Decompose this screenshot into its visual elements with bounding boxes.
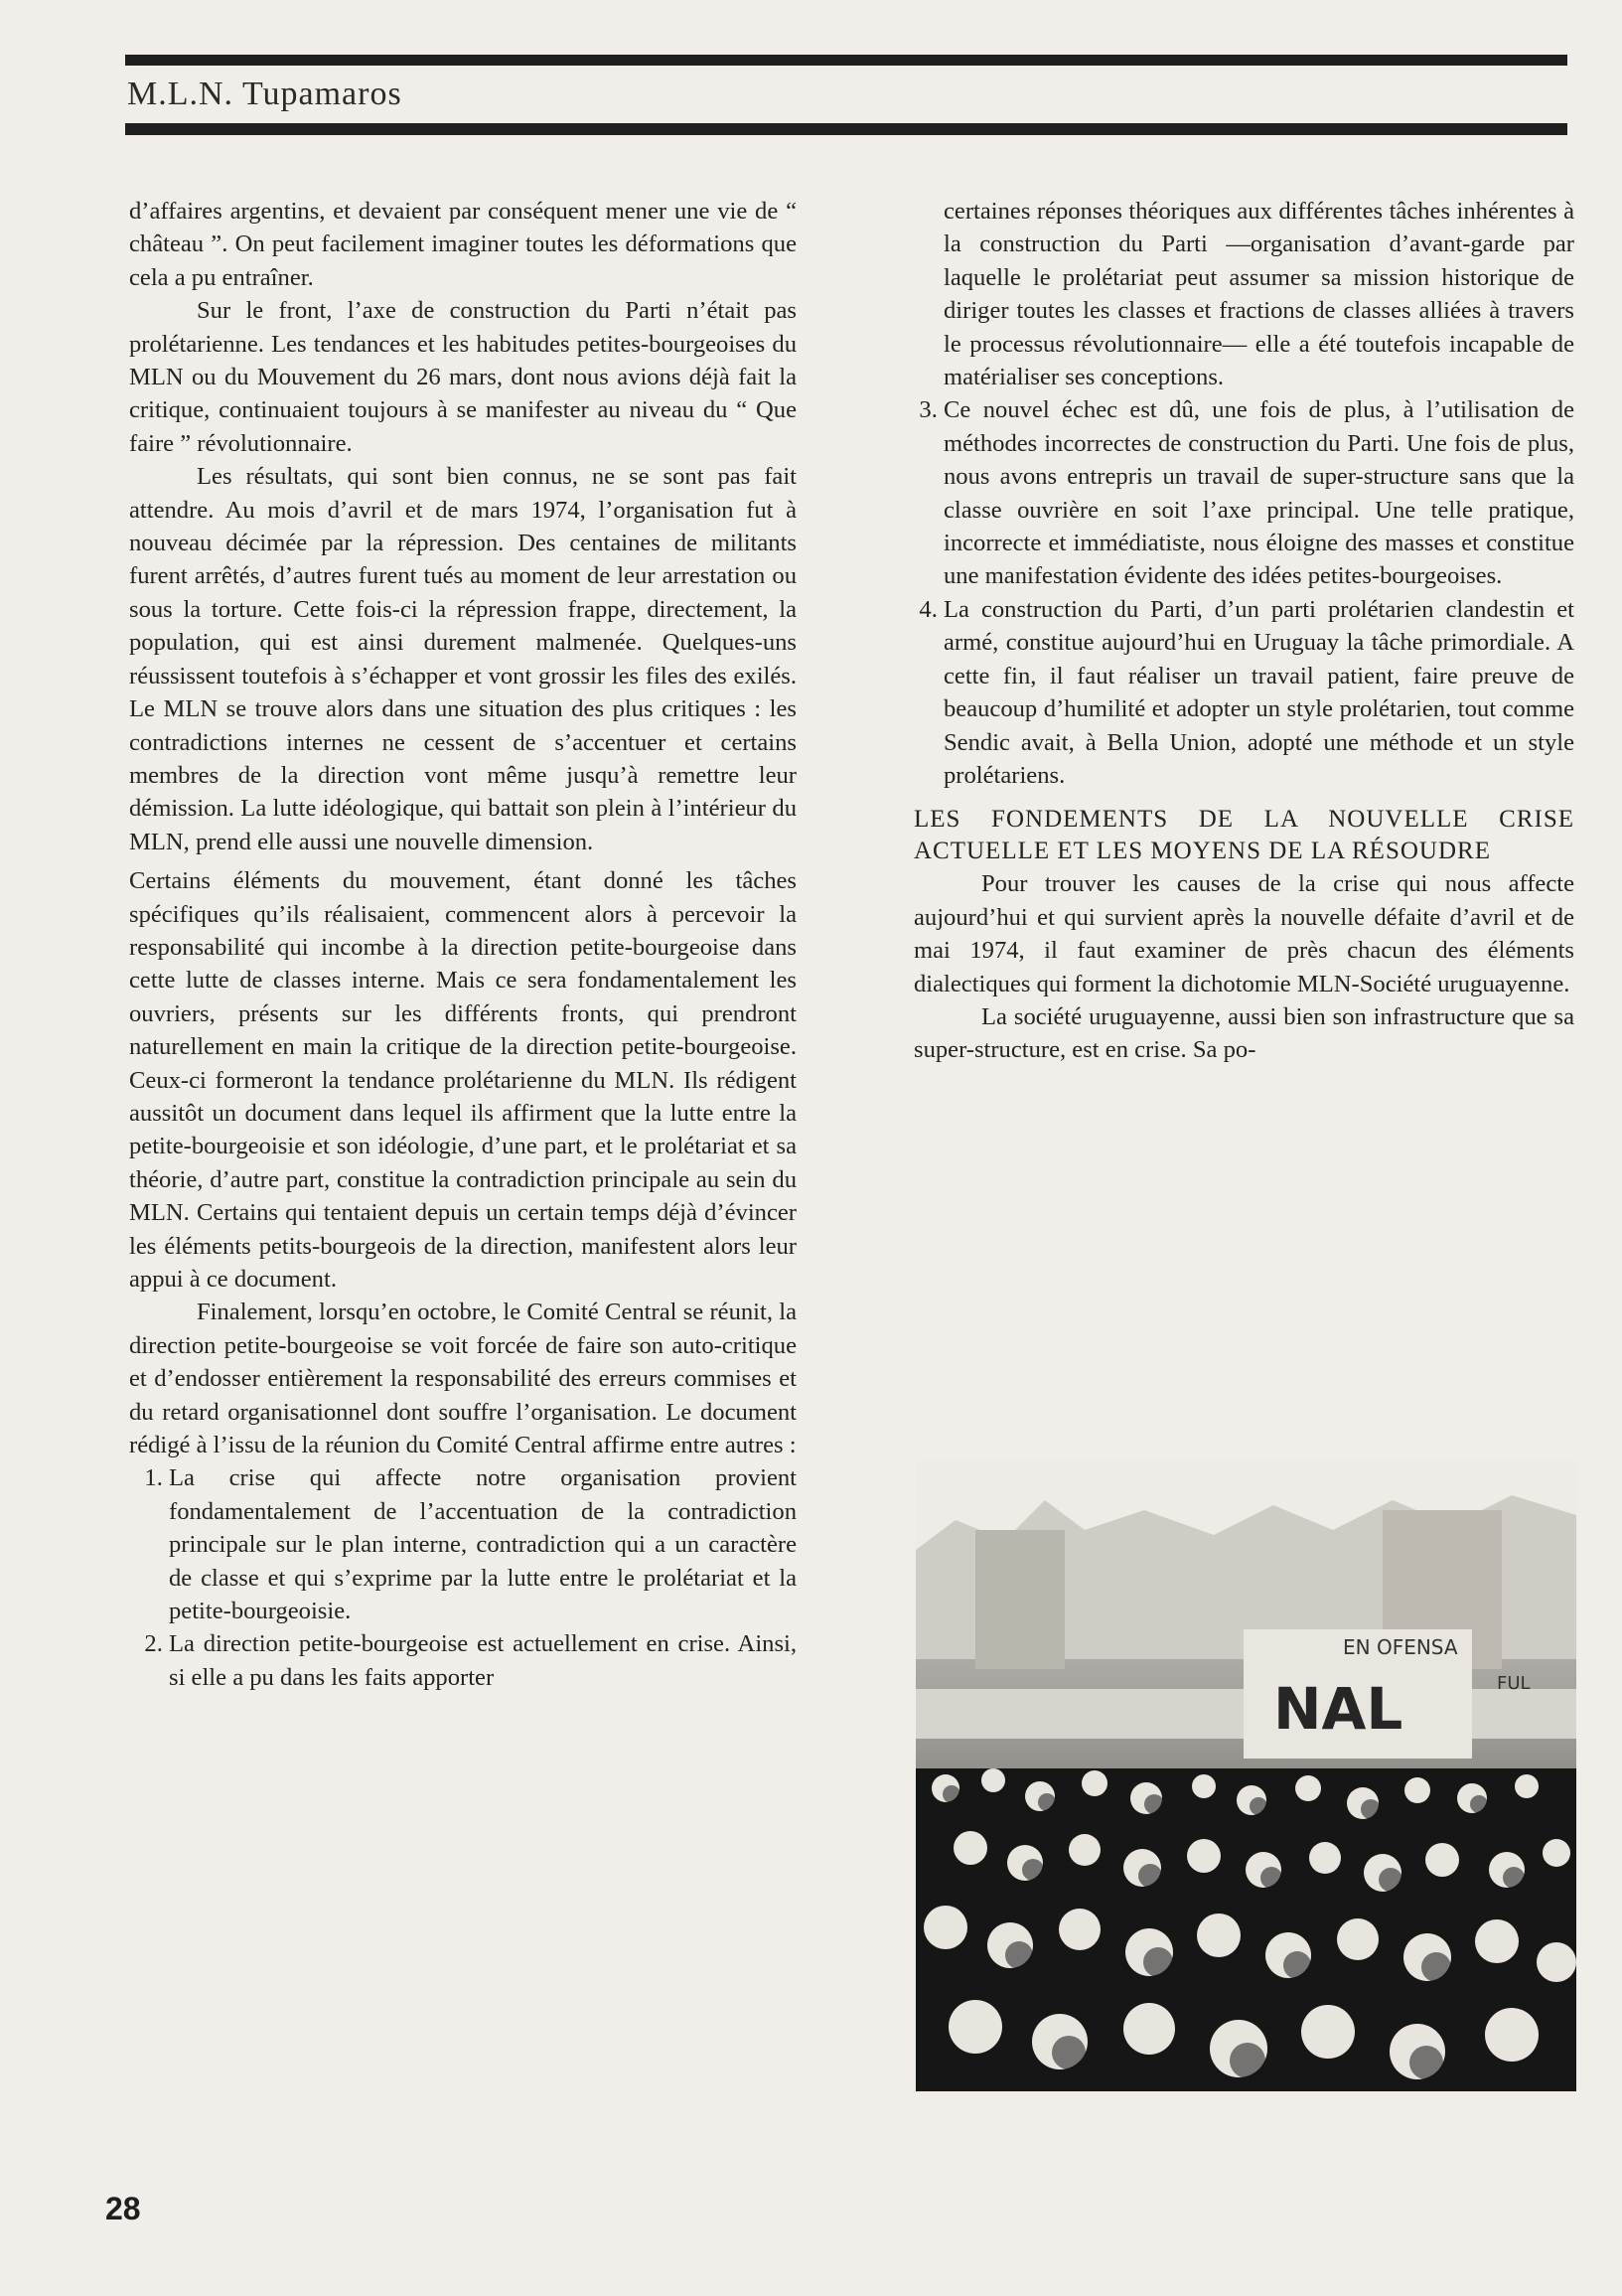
list-item: 3. Ce nouvel échec est dû, une fois de plus, à l’utilisation de méthodes incorrectes de construction du Parti. Une fois de plus, nous avons entrepris un travail de super-structure sans que la classe ouvrière en soit l’axe principal. Une telle pratique, incorrecte et immédiatiste, nous éloigne des masses et constitue une manifestation évidente des idées petites-bourgeoises. <box>944 393 1574 592</box>
crowd-photo <box>916 1460 1576 2091</box>
paragraph: certaines réponses théoriques aux différentes tâches inhérentes à la construction du Parti —organisation d’avant-garde par laquelle le prolétariat peut assumer sa mission historique de diriger toutes les classes et fractions de classes alliées à travers le processus révolutionnaire— elle a été toutefois incapable de matérialiser ses conceptions. <box>944 198 1574 391</box>
banner-text: EN OFENSA <box>1343 1635 1458 1659</box>
section-heading: LES FONDEMENTS DE LA NOUVELLE CRISE ACTUELLE ET LES MOYENS DE LA RÉSOUDRE <box>914 806 1574 865</box>
banner-text: FUL <box>1497 1673 1531 1694</box>
numbered-list <box>129 1461 797 1694</box>
header-rule-bottom <box>125 123 1567 135</box>
list-item: 2. La direction petite-bourgeoise est actuellement en crise. Ainsi, si elle a pu dans les faits apporter <box>169 1627 797 1694</box>
running-head: M.L.N. Tupamaros <box>127 76 402 112</box>
paragraph: d’affaires argentins, et devaient par conséquent mener une vie de “ château ”. On peut facilement imaginer toutes les déformations que cela a pu entraîner. <box>129 198 797 291</box>
list-item: 4. La construction du Parti, d’un parti prolétarien clandestin et armé, constitue aujourd’hui en Uruguay la tâche primordiale. A cette fin, il faut réaliser un travail patient, faire preuve de beaucoup d’humilité et adopter un style prolétarien, tout comme Sendic avait, à Bella Union, adopté une méthode et un style prolétariens. <box>944 593 1574 792</box>
paragraph: Les résultats, qui sont bien connus, ne se sont pas fait attendre. Au mois d’avril et de mars 1974, l’organisation fut à nouveau décimée par la répression. Des centaines de militants furent arrêtés, d’autres furent tués au moment de leur arrestation ou sous la torture. Cette fois-ci la répression frappe, directement, la population, qui est ainsi durement malmenée. Quelques-uns réussissent toutefois à s’échapper et vont grossir les files des exilés. Le MLN se trouve alors dans une situation des plus critiques : les contradictions internes ne cessent de s’accentuer et certains membres de la direction vont même jusqu’à remettre leur démission. La lutte idéologique, qui battait son plein à l’intérieur du MLN, prend elle aussi une nouvelle dimension. <box>129 463 797 855</box>
right-column <box>914 195 1574 1067</box>
crowd-photo-image <box>916 1460 1576 2091</box>
numbered-list <box>904 393 1574 792</box>
paragraph: La société uruguayenne, aussi bien son infrastructure que sa super-structure, est en crise. Sa po- <box>914 1002 1574 1064</box>
paragraph: Sur le front, l’axe de construction du Parti n’était pas prolétarienne. Les tendances et les habitudes petites-bourgeoises du MLN ou du Mouvement du 26 mars, dont nous avions déjà fait la critique, continuaient toujours à se manifester au niveau du “ Que faire ” révolutionnaire. <box>129 297 797 457</box>
list-item: 1. La crise qui affecte notre organisation provient fondamentalement de l’accentuation de la contradiction principale sur le plan interne, contradiction qui a un caractère de classe et qui s’exprime par la lutte entre le prolétariat et la petite-bourgeoisie. <box>169 1461 797 1627</box>
paragraph: Finalement, lorsqu’en octobre, le Comité Central se réunit, la direction petite-bourgeoise se voit forcée de faire son auto-critique et d’endosser entièrement la responsabilité des erreurs commises et du retard organisationnel dont souffre l’organisation. Le document rédigé à l’issu de la réunion du Comité Central affirme entre autres : <box>129 1299 797 1459</box>
paragraph: Pour trouver les causes de la crise qui nous affecte aujourd’hui et qui survient après la nouvelle défaite d’avril et de mai 1974, il faut examiner de près chacun des éléments dialectiques qui forment la dichotomie MLN-Société uruguayenne. <box>914 870 1574 997</box>
paragraph: Certains éléments du mouvement, étant donné les tâches spécifiques qu’ils réalisaient, commencent alors à percevoir la responsabilité qui incombe à la direction petite-bourgeoise dans cette lutte de classes interne. Mais ce sera fondamentalement les ouvriers, présents sur les différents fronts, qui prendront naturellement en main la critique de la direction petite-bourgeoise. Ceux-ci formeront la tendance prolétarienne du MLN. Ils rédigent aussitôt un document dans lequel ils affirment que la lutte entre la petite-bourgeoisie et son idéologie, d’une part, et le prolétariat et sa théorie, d’autre part, constitue la contradiction principale au sein du MLN. Certains qui tentaient depuis un certain temps déjà d’évincer les éléments petits-bourgeois de la direction, manifestent alors leur appui à ce document. <box>129 867 797 1293</box>
banner-text: NAL <box>1273 1675 1403 1743</box>
left-column <box>129 195 797 1694</box>
page-number: 28 <box>105 2191 141 2226</box>
header-rule-top <box>125 55 1567 66</box>
